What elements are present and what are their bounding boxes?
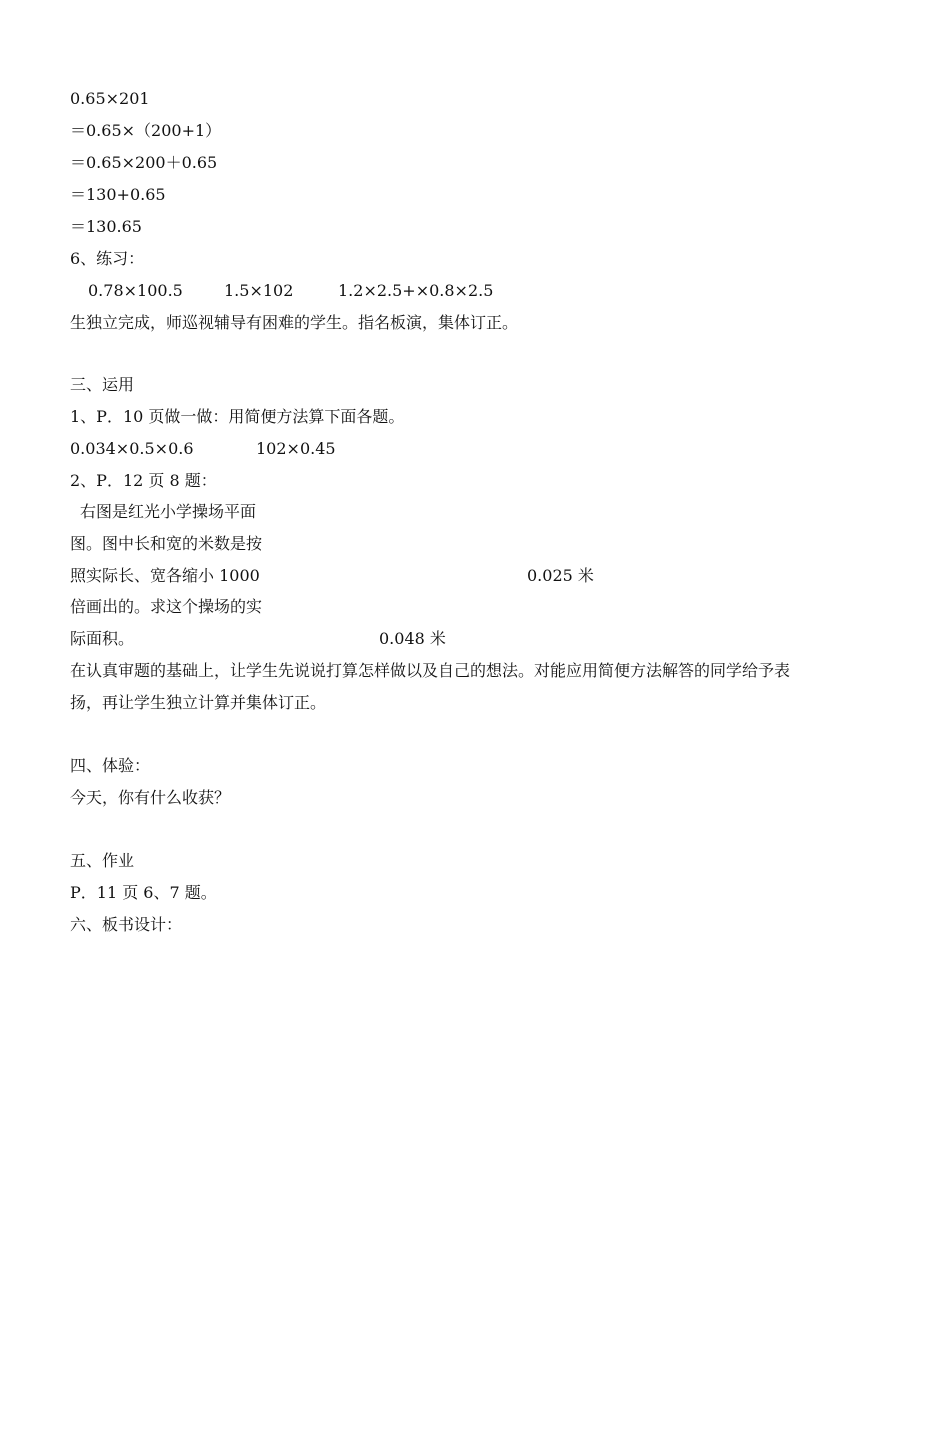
- practice-note: 生独立完成，师巡视辅导有困难的学生。指名板演，集体订正。: [70, 313, 519, 332]
- practice-item-2: 1.5×102: [224, 281, 294, 300]
- section-5-heading: 五、作业: [70, 851, 135, 870]
- problem-text-3: 照实际长、宽各缩小 1000: [70, 566, 260, 585]
- problem-text-2: 图。图中长和宽的米数是按: [70, 534, 263, 553]
- practice-heading: 6、练习：: [70, 249, 145, 268]
- exercise-1-item-2: 102×0.45: [256, 439, 336, 458]
- figure-width-label: 0.025 米: [527, 566, 594, 585]
- section-4-question: 今天，你有什么收获？: [70, 788, 231, 807]
- homework-line: P．11 页 6、7 题。: [70, 883, 217, 902]
- calc-line-1: 0.65×201: [70, 89, 150, 108]
- practice-item-1: 0.78×100.5: [88, 281, 183, 300]
- calc-line-2: ＝0.65×（200+1）: [70, 121, 222, 140]
- problem-text-5: 际面积。: [70, 629, 135, 648]
- figure-length-label: 0.048 米: [379, 629, 446, 648]
- practice-item-3: 1.2×2.5+×0.8×2.5: [338, 281, 494, 300]
- calc-line-4: ＝130+0.65: [70, 185, 166, 204]
- calc-line-3: ＝0.65×200＋0.65: [70, 153, 218, 172]
- section-4-heading: 四、体验：: [70, 756, 151, 775]
- exercise-2-heading: 2、P．12 页 8 题：: [70, 471, 217, 490]
- section-6-heading: 六、板书设计：: [70, 915, 183, 934]
- teaching-note-line-1: 在认真审题的基础上，让学生先说说打算怎样做以及自己的想法。对能应用简便方法解答的同学给予表: [70, 661, 791, 680]
- problem-text-4: 倍画出的。求这个操场的实: [70, 597, 263, 616]
- exercise-1-heading: 1、P．10 页做一做：用简便方法算下面各题。: [70, 407, 405, 426]
- problem-text-1: 右图是红光小学操场平面: [80, 502, 257, 521]
- section-3-heading: 三、运用: [70, 375, 135, 394]
- exercise-1-item-1: 0.034×0.5×0.6: [70, 439, 194, 458]
- teaching-note-line-2: 扬，再让学生独立计算并集体订正。: [70, 693, 327, 712]
- calc-line-5: ＝130.65: [70, 217, 142, 236]
